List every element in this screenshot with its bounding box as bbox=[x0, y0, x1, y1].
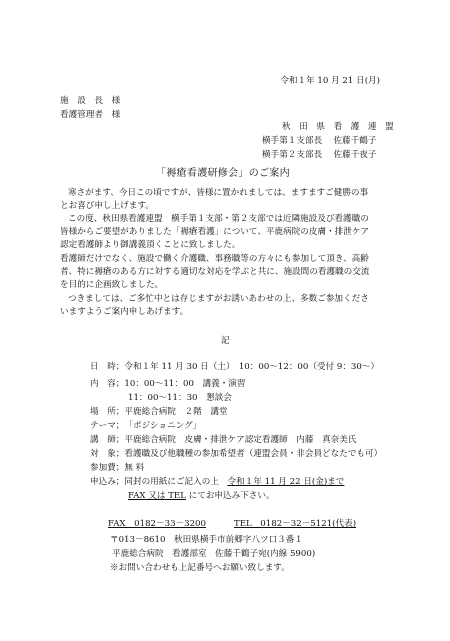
sender-line-1 bbox=[262, 136, 376, 146]
body-line: 寒さがます、今日この頃ですが、皆様に置かれましては、ますますご健勝の事 bbox=[68, 188, 369, 198]
detail-lecturer bbox=[90, 435, 356, 445]
detail-datetime bbox=[90, 362, 379, 372]
detail-label: 場 所； bbox=[90, 407, 125, 417]
detail-place bbox=[90, 407, 228, 417]
detail-value: 平鹿総合病院 皮膚・排泄ケア認定看護師 内藤 真奈美氏 bbox=[124, 435, 357, 445]
detail-value: 平鹿総合病院 ２階 講堂 bbox=[124, 407, 228, 417]
document-title: 「褥瘡看護研修会」のご案内 bbox=[156, 168, 290, 179]
sender-name: 佐藤千鶴子 bbox=[333, 136, 377, 146]
detail-label: 内 容； bbox=[90, 379, 125, 389]
detail-value: 無 料 bbox=[124, 463, 145, 473]
detail-label: 申込み； bbox=[90, 477, 125, 487]
sender-role: 横手第１支部長 bbox=[262, 136, 323, 146]
contact-tel: TEL 0182－32－5121(代表) bbox=[234, 519, 357, 529]
sender-role: 横手第２支部長 bbox=[262, 150, 323, 160]
contact-address: 〒013－8610 秋田県横手市前郷字八ツ口３番１ bbox=[110, 535, 303, 545]
detail-label: 対 象； bbox=[90, 449, 125, 459]
sender-org: 秋 田 県 看 護 連 盟 bbox=[282, 122, 394, 132]
ki-heading: 記 bbox=[221, 336, 230, 346]
body-line: 者、特に褥瘡のある方に対する適切な対応を学ぶと共に、施設間の看護職の交流 bbox=[60, 267, 370, 277]
recipient-nurse-manager: 看護管理者 様 bbox=[60, 110, 121, 120]
detail-label: 参加費； bbox=[90, 463, 125, 473]
detail-label: テーマ； bbox=[90, 421, 125, 431]
detail-label: 講 師； bbox=[90, 435, 125, 445]
application-method-suffix: にてお申込み下さい。 bbox=[185, 491, 275, 501]
detail-content-2 bbox=[128, 393, 232, 403]
detail-value: 令和１年 11 月 30 日（土） 10：00～12：00（受付 9：30～） bbox=[124, 362, 380, 372]
contact-person: 平鹿総合病院 看護部室 佐藤千鶴子宛(内線 5900) bbox=[112, 549, 316, 559]
application-method: FAX 又は TEL bbox=[128, 491, 186, 501]
contact-note: ※お問い合わせも上記番号へお願い致します。 bbox=[110, 563, 290, 573]
detail-application-method bbox=[128, 491, 275, 501]
detail-value: 看護職及び他職種の参加希望者（連盟会員・非会員どなたでも可） bbox=[124, 449, 383, 459]
body-line: つきましては、ご多忙中とは存じますがお誘いあわせの上、多数ご参加くださ bbox=[68, 294, 369, 304]
contact-fax: FAX 0182－33－3200 bbox=[108, 519, 206, 529]
letter-date: 令和１年 10 月 21 日(月) bbox=[280, 76, 380, 86]
detail-theme bbox=[90, 421, 201, 431]
application-instruction: 同封の用紙にご記入の上 bbox=[124, 477, 228, 487]
detail-application bbox=[90, 477, 344, 487]
detail-label: 日 時； bbox=[90, 362, 125, 372]
detail-target bbox=[90, 449, 382, 459]
detail-fee bbox=[90, 463, 144, 473]
detail-value: 10：00～11：00 講義・演習 bbox=[124, 379, 246, 389]
body-line: とお喜び申し上げます。 bbox=[60, 201, 154, 211]
detail-content bbox=[90, 379, 245, 389]
application-deadline: 令和１年 11 月 22 日(金)まで bbox=[227, 477, 345, 487]
body-line: を目的に企画致しました。 bbox=[60, 280, 164, 290]
body-line: この度、秋田県看護連盟 横手第１支部・第２支部では近隣施設及び看護職の bbox=[68, 214, 369, 224]
body-line: 認定看護師より御講義頂くことに致しました。 bbox=[60, 240, 241, 250]
detail-value: 11：00～11：30 懇談会 bbox=[128, 393, 232, 403]
sender-name: 佐藤千夜子 bbox=[333, 150, 377, 160]
body-line: 皆様からご要望がありました「褥瘡看護」について、平鹿病院の皮膚・排泄ケア bbox=[60, 227, 370, 237]
recipient-director: 施 設 長 様 bbox=[60, 96, 121, 106]
body-line: 看護師だけでなく、施設で働く介護職、事務職等の方々にも参加して頂き、高齢 bbox=[60, 254, 369, 264]
body-line: いますようご案内申しあげます。 bbox=[60, 307, 189, 317]
sender-line-2 bbox=[262, 150, 376, 160]
detail-value: 「ポジショニング」 bbox=[124, 421, 202, 431]
